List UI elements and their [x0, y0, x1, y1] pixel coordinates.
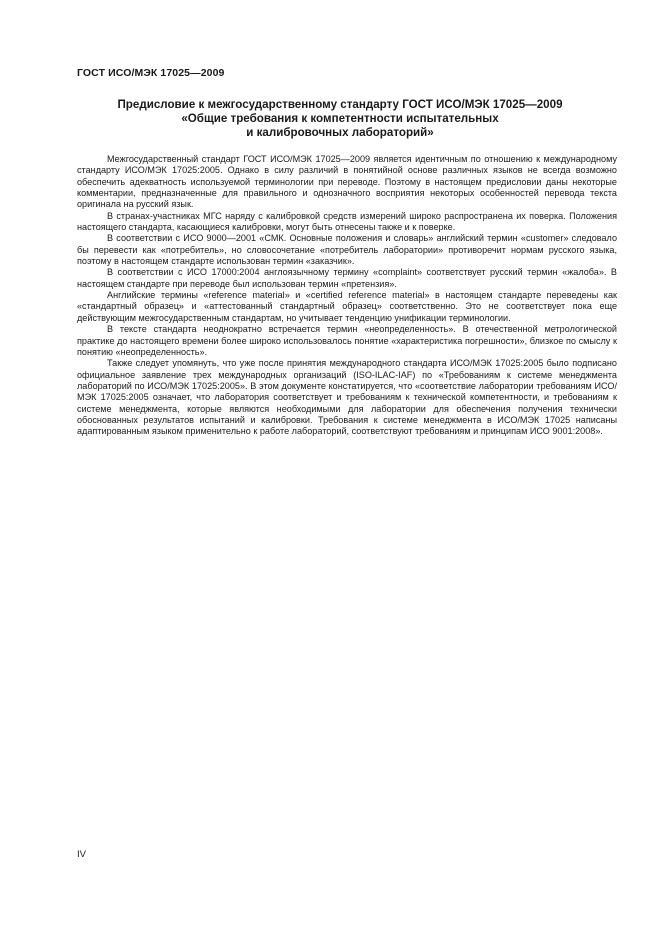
paragraph: В тексте стандарта неоднократно встречается термин «неопределенность». В отечественной метрологической практике до настоящего времени более широко использовалось понятие «характеристика погрешности», близкое по смыслу к понятию «неопределенность». — [77, 324, 617, 357]
title-line: «Общие требования к компетентности испытательных — [181, 112, 499, 126]
title-line: и калибровочных лабораторий» — [246, 126, 434, 140]
running-header: ГОСТ ИСО/МЭК 17025—2009 — [77, 67, 225, 79]
preface-title — [60, 98, 620, 141]
preface-body — [77, 154, 617, 438]
paragraph: В соответствии с ИСО 9000—2001 «СМК. Основные положения и словарь» английский термин «customer» следовало бы перевести как «потребитель», но словосочетание «потребитель лаборатории» противоречит нормам русского языка, поэтому в настоящем стандарте использован термин «заказчик». — [77, 233, 617, 267]
paragraph: В соответствии с ИСО 17000:2004 англоязычному термину «complaint» соответствует русский термин «жалоба». В настоящем стандарте при переводе был использован термин «претензия». — [77, 267, 617, 289]
paragraph: Межгосударственный стандарт ГОСТ ИСО/МЭК 17025—2009 является идентичным по отношению к международному стандарту ИСО/МЭК 17025:2005. Однако в силу различий в понятийной основе различных языков не всегда возможно обеспечить адекватность используемой терминологии при переводе. Поэтому в настоящем предисловии даны некоторые комментарии, предназначенные для правильного и однозначного восприятия некоторых особенностей перевода текста оригинала на русский язык. — [77, 154, 617, 210]
paragraph: В странах-участниках МГС наряду с калибровкой средств измерений широко распространена их поверка. Положения настоящего стандарта, касающиеся калибровки, могут быть отнесены также и к поверке. — [77, 210, 617, 233]
paragraph: Английские термины «reference material» и «certified reference material» в настоящем стандарте переведены как «стандартный образец» и «аттестованный стандартный образец» соответственно. Это не соответствует пока еще действующим межгосударственным стандартам, но учитывает тенденцию унификации терминологии. — [77, 290, 617, 323]
paragraph: Также следует упомянуть, что уже после принятия международного стандарта ИСО/МЭК 17025:2005 было подписано официальное заявление трех международных организаций (ISO-ILAC-IAF) по «Требованиям к системе менеджмента лабораторий по ИСО/МЭК 17025:2005». В этом документе констатируется, что «соответствие лаборатории требованиям ИСО/МЭК 17025:2005 означает, что лаборатория соответствует и требованиям к технической компетентности, и требованиям к системе менеджмента, которые являются необходимыми для лаборатории для обеспечения получения технически обоснованных результатов испытаний и калибровки. Требования к системе менеджмента в ИСО/МЭК 17025 написаны адаптированным языком применительно к работе лабораторий, соответствуют требованиям и принципам ИСО 9001:2008». — [77, 358, 617, 437]
title-line: Предисловие к межгосударственному стандарту ГОСТ ИСО/МЭК 17025—2009 — [117, 98, 563, 111]
page-number: IV — [77, 849, 86, 860]
